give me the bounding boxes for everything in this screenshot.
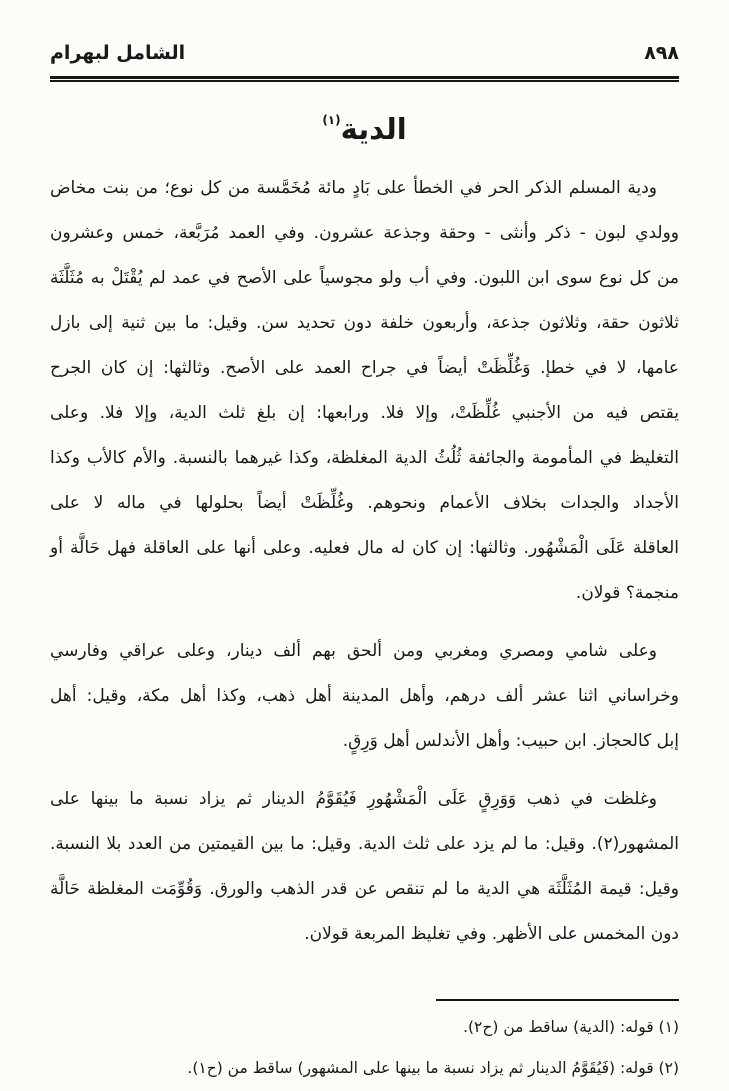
footnote: (٢) قوله: (فَيُقَوَّمُ الدينار ثم يزاد نسبة ما بينها على المشهور) ساقط من (ح١).: [187, 1059, 679, 1077]
book-title: الشامل لبهرام: [50, 42, 186, 64]
text-line: الأجداد والجدات بخلاف الأعمام ونحوهم. وغُلِّظَتْ أيضاً بحلولها في ماله لا على: [50, 493, 679, 513]
paragraph: [50, 777, 679, 957]
text-line: إبل كالحجاز. ابن حبيب: وأهل الأندلس أهل وَرِقٍ.: [342, 731, 679, 751]
chapter-title-text: الدية: [340, 112, 407, 146]
text-line: ثلاثون حقة، وثلاثون جذعة، وأربعون خلفة دون تحديد سن. وقيل: ما بين ثنية إلى بازل: [50, 313, 679, 333]
text-line: المشهور(٢). وقيل: ما لم يزد على ثلث الدية. وقيل: ما بين القيمتين من العدد بلا النسبة.: [50, 834, 679, 854]
text-line: ودية المسلم الذكر الحر في الخطأ على بَادٍ مائة مُخَمَّسة من كل نوع؛ من بنت مخاض: [50, 178, 657, 198]
text-line: دون المخمس على الأظهر. وفي تغليظ المربعة قولان.: [304, 924, 679, 944]
text-line: العاقلة عَلَى الْمَشْهُور. وثالثها: إن كان له مال فعليه. وعلى أنها على العاقلة فهل حَالَّة أو: [50, 538, 679, 558]
text-line: وقيل: قيمة المُثَلَّثَة هي الدية ما لم تنقص عن قدر الذهب والورق. وَقُوِّمَت المغلظة حَالَّة: [50, 879, 679, 899]
text-line: من كل نوع سوى ابن اللبون. وفي أب ولو مجوسياً على الأصح في عمد لم يُقْتَلْ به مُثَلَّثَة: [50, 268, 679, 288]
body-text: [50, 166, 679, 957]
footnotes: [50, 1007, 679, 1089]
text-line: يقتص فيه من الأجنبي غُلِّظَتْ، وإلا فلا. ورابعها: إن بلغ ثلث الدية، وإلا فلا. وعلى: [50, 403, 679, 423]
paragraph: [50, 629, 679, 764]
chapter-title: [50, 112, 679, 146]
title-footnote-ref: (١): [322, 113, 341, 128]
text-line: عامها، لا في خطإ. وَغُلِّظَتْ أيضاً في جراح العمد على الأصح. وثالثها: إن كان الجرح: [50, 358, 679, 378]
text-line: وخراساني اثنا عشر ألف درهم، وأهل المدينة أهل ذهب، وكذا أهل مكة، وقيل: أهل: [50, 686, 679, 706]
paragraph: [50, 166, 679, 616]
text-line: وعلى شامي ومصري ومغربي ومن ألحق بهم ألف دينار، وعلى عراقي وفارسي: [50, 641, 657, 661]
footnote: (١) قوله: (الدية) ساقط من (ح٢).: [463, 1018, 679, 1036]
header-rule: [50, 76, 679, 82]
text-line: منجمة؟ قولان.: [575, 583, 679, 603]
page-header: [50, 42, 679, 64]
footnote-separator: [436, 999, 679, 1001]
text-line: وولدي لبون - ذكر وأنثى - وحقة وجذعة عشرون. وفي العمد مُرَبَّعة، خمس وعشرون: [50, 223, 679, 243]
text-line: التغليظ في المأمومة والجائفة ثُلُثُ الدية المغلظة، وكذا غيرهما بالنسبة. والأم كالأب وكذا: [50, 448, 679, 468]
text-line: وغلظت في ذهب وَوَرِقٍ عَلَى الْمَشْهُورِ فَيُقَوَّمُ الدينار ثم يزاد نسبة ما بينها على: [50, 789, 657, 809]
page-number: ٨٩٨: [644, 42, 679, 64]
